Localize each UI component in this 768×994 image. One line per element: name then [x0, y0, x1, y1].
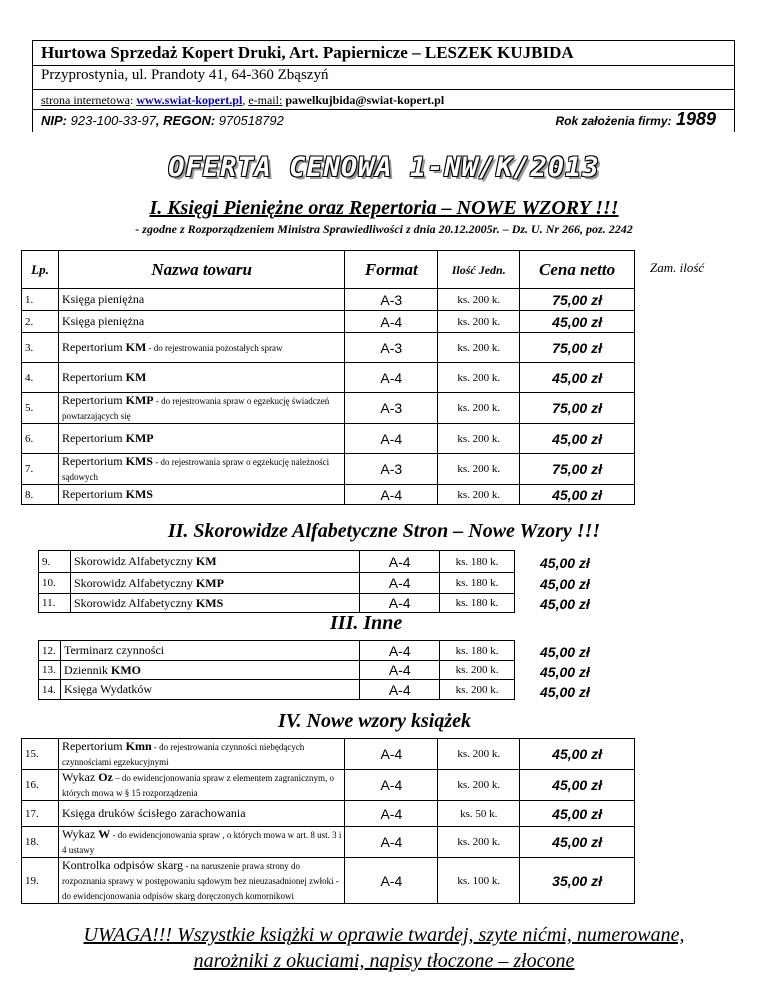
- divider: [33, 65, 734, 66]
- table-row: [22, 770, 635, 801]
- product-format: A-3: [345, 333, 438, 363]
- product-format: A-4: [345, 801, 438, 827]
- product-description: - do rejestrowania pozostałych spraw: [146, 343, 283, 353]
- product-name-text: Repertorium: [61, 393, 126, 407]
- products-table-3: [38, 640, 515, 700]
- product-qty: ks. 200 k.: [440, 680, 515, 700]
- product-name: [70, 594, 359, 613]
- product-name: [58, 454, 344, 485]
- product-name-text: Terminarz czynności: [63, 643, 165, 657]
- section4-title: IV. Nowe wzory książek: [278, 710, 471, 732]
- product-name-text: Księga Wydatków: [63, 682, 153, 696]
- product-name: [58, 363, 344, 393]
- product-name-text: Skorowidz Alfabetyczny: [73, 575, 196, 590]
- website-label: strona internetowa: [41, 93, 130, 107]
- product-name: [58, 770, 345, 801]
- row-number: 15.: [22, 739, 59, 770]
- product-format: A-4: [360, 680, 440, 700]
- product-qty: ks. 180 k.: [440, 594, 515, 613]
- product-name-text: Repertorium: [61, 454, 126, 468]
- product-qty: ks. 200 k.: [438, 393, 520, 424]
- product-format: A-4: [360, 573, 440, 594]
- row-number: 12.: [39, 641, 61, 661]
- table-row: [22, 363, 635, 393]
- row-number: 19.: [22, 858, 59, 904]
- product-qty: ks. 200 k.: [438, 363, 520, 393]
- company-header: [32, 40, 735, 132]
- founded: [555, 109, 716, 130]
- product-name-text: Wykaz: [61, 827, 99, 841]
- product-name: [60, 661, 359, 680]
- product-price: 45,00 zł: [540, 555, 590, 571]
- product-description: - do rejestrowania czynności niebędących czynnościami egzekucyjnymi: [61, 742, 305, 767]
- row-number: 16.: [22, 770, 59, 801]
- row-number: 7.: [22, 454, 59, 485]
- offer-title: OFERTA CENOWA 1-NW/K/2013: [168, 152, 600, 183]
- product-qty: ks. 200 k.: [438, 424, 520, 454]
- product-price: 45,00 zł: [540, 576, 590, 592]
- row-number: 2.: [22, 311, 59, 333]
- table-row: [22, 311, 635, 333]
- product-qty: ks. 180 k.: [440, 551, 515, 573]
- product-price: 45,00 zł: [520, 363, 635, 393]
- product-name: [58, 739, 345, 770]
- table-row: [22, 454, 635, 485]
- header-order-qty: Zam. ilość: [650, 260, 705, 275]
- product-code: KMP: [195, 575, 224, 590]
- product-format: A-4: [345, 739, 438, 770]
- product-name: [58, 485, 344, 505]
- row-number: 6.: [22, 424, 59, 454]
- product-qty: ks. 50 k.: [438, 801, 520, 827]
- product-code: W: [98, 827, 111, 841]
- table-row: [22, 827, 635, 858]
- product-name-text: Księga pieniężna: [61, 314, 145, 328]
- company-address: Przyprostynia, ul. Prandoty 41, 64-360 Zbąszyń: [41, 67, 329, 83]
- product-price: 75,00 zł: [520, 393, 635, 424]
- table-row: [39, 680, 515, 700]
- note-line-1: UWAGA!!! Wszystkie książki w oprawie twardej, szyte nićmi, numerowane,: [83, 924, 685, 946]
- product-name-text: Dziennik: [63, 662, 111, 677]
- product-name: [58, 393, 344, 424]
- product-code: KM: [195, 554, 217, 568]
- product-price: 45,00 zł: [520, 827, 635, 858]
- product-format: A-4: [345, 770, 438, 801]
- table-row: [22, 485, 635, 505]
- product-price: 75,00 zł: [520, 333, 635, 363]
- product-description: - do rejestrowania spraw o egzekucję należności sądowych: [61, 457, 330, 482]
- product-name-text: Repertorium: [61, 431, 126, 445]
- product-code: KMP: [125, 431, 154, 445]
- nip-label: NIP:: [41, 113, 67, 128]
- product-qty: ks. 200 k.: [438, 333, 520, 363]
- product-format: A-4: [345, 858, 438, 904]
- product-code: KMO: [110, 662, 141, 677]
- table-row: [22, 424, 635, 454]
- product-format: A-4: [360, 594, 440, 613]
- row-number: 13.: [39, 661, 61, 680]
- header-lp: Lp.: [22, 251, 59, 289]
- product-description: – do ewidencjonowania spraw z elementem zagranicznym, o których mowa w § 15 rozporządzenia: [61, 773, 335, 798]
- product-qty: ks. 200 k.: [438, 827, 520, 858]
- table-header: [22, 251, 635, 289]
- table-row: [39, 641, 515, 661]
- products-table-4: [21, 738, 635, 904]
- product-name: [58, 827, 345, 858]
- table-row: [39, 551, 515, 573]
- product-price: 35,00 zł: [520, 858, 635, 904]
- table-row: [22, 858, 635, 904]
- product-price: 45,00 zł: [520, 311, 635, 333]
- product-name: [58, 424, 344, 454]
- product-price: 45,00 zł: [520, 801, 635, 827]
- product-code: KMS: [195, 595, 224, 610]
- table-row: [22, 289, 635, 311]
- product-name: [58, 333, 344, 363]
- header-qty: Ilość Jedn.: [438, 251, 520, 289]
- divider: [33, 89, 734, 90]
- product-format: A-4: [360, 661, 440, 680]
- product-qty: ks. 200 k.: [438, 770, 520, 801]
- product-code: KM: [125, 340, 147, 354]
- section1-subtitle: - zgodne z Rozporządzeniem Ministra Sprawiedliwości z dnia 20.12.2005r. – Dz. U. Nr 266, poz. 2242: [135, 222, 633, 236]
- product-name-text: Wykaz: [61, 770, 99, 784]
- product-qty: ks. 100 k.: [438, 858, 520, 904]
- product-price: 45,00 zł: [520, 485, 635, 505]
- products-table-1: [21, 250, 635, 505]
- product-code: KMS: [125, 454, 153, 468]
- product-format: A-4: [345, 363, 438, 393]
- product-name: [58, 858, 345, 904]
- product-qty: ks. 200 k.: [438, 485, 520, 505]
- row-number: 10.: [39, 573, 71, 594]
- product-format: A-3: [345, 454, 438, 485]
- product-qty: ks. 200 k.: [438, 454, 520, 485]
- product-description: - na naruszenie prawa strony do rozpoznania sprawy w postępowaniu sądowym bez nieuzasadnionej zwłoki - do ewidencjonowania odpisów skarg doręczonych komornikowi: [61, 861, 339, 901]
- product-description: - do ewidencjonowania spraw , o których mowa w art. 8 ust. 3 i 4 ustawy: [61, 830, 342, 855]
- product-name: [60, 641, 359, 661]
- table-row: [39, 594, 515, 613]
- product-qty: ks. 200 k.: [438, 311, 520, 333]
- product-format: A-4: [345, 424, 438, 454]
- product-qty: ks. 200 k.: [438, 289, 520, 311]
- table-row: [39, 573, 515, 594]
- product-name: [58, 801, 345, 827]
- table-row: [22, 333, 635, 363]
- product-code: KMS: [125, 487, 153, 501]
- row-number: 1.: [22, 289, 59, 311]
- product-format: A-3: [345, 393, 438, 424]
- product-price: 45,00 zł: [520, 770, 635, 801]
- website-link[interactable]: www.swiat-kopert.pl: [136, 93, 243, 107]
- product-qty: ks. 180 k.: [440, 641, 515, 661]
- product-code: Oz: [98, 770, 113, 784]
- row-number: 17.: [22, 801, 59, 827]
- product-price: 45,00 zł: [540, 664, 590, 680]
- product-name: [70, 551, 359, 573]
- table-row: [22, 393, 635, 424]
- header-price: Cena netto: [520, 251, 635, 289]
- product-price: 75,00 zł: [520, 454, 635, 485]
- row-number: 18.: [22, 827, 59, 858]
- product-format: A-4: [360, 641, 440, 661]
- header-format: Format: [345, 251, 438, 289]
- row-number: 14.: [39, 680, 61, 700]
- note-line-2: narożniki z okuciami, napisy tłoczone – złocone: [193, 950, 575, 972]
- product-qty: ks. 200 k.: [438, 739, 520, 770]
- regon-value: 970518792: [218, 113, 284, 128]
- product-name: [58, 311, 344, 333]
- row-number: 9.: [39, 551, 71, 573]
- row-number: 4.: [22, 363, 59, 393]
- product-name: [58, 289, 344, 311]
- section2-title: II. Skorowidze Alfabetyczne Stron – Nowe Wzory !!!: [167, 520, 601, 542]
- product-name-text: Repertorium: [61, 487, 126, 501]
- section1-title: I. Księgi Pieniężne oraz Repertoria – NOWE WZORY !!!: [149, 197, 619, 219]
- product-format: A-4: [360, 551, 440, 573]
- products-table-2: [38, 550, 515, 613]
- table-row: [39, 661, 515, 680]
- table-row: [22, 801, 635, 827]
- row-number: 8.: [22, 485, 59, 505]
- email-label: e-mail:: [248, 93, 283, 107]
- tax-ids: NIP: 923-100-33-97, REGON: 970518792: [41, 113, 284, 128]
- row-number: 5.: [22, 393, 59, 424]
- company-name: Hurtowa Sprzedaż Kopert Druki, Art. Papiernicze – LESZEK KUJBIDA: [41, 43, 574, 62]
- product-code: Kmn: [125, 739, 152, 753]
- row-number: 3.: [22, 333, 59, 363]
- product-name-text: Repertorium: [61, 370, 126, 384]
- founded-year: 1989: [675, 109, 716, 129]
- product-name-text: Repertorium: [61, 739, 126, 753]
- nip-value: 923-100-33-97: [70, 113, 156, 128]
- product-code: KMP: [125, 393, 154, 407]
- section3-title: III. Inne: [330, 612, 403, 634]
- row-number: 11.: [39, 594, 71, 613]
- product-qty: ks. 180 k.: [440, 573, 515, 594]
- product-name-text: Księga druków ścisłego zarachowania: [61, 806, 246, 820]
- contact-line: strona internetowa: www.swiat-kopert.pl, e-mail: pawelkujbida@swiat-kopert.pl: [41, 93, 445, 107]
- product-format: A-3: [345, 289, 438, 311]
- product-name: [60, 680, 359, 700]
- product-name-text: Kontrolka odpisów skarg: [61, 858, 184, 872]
- product-price: 45,00 zł: [540, 684, 590, 700]
- email-address[interactable]: pawelkujbida@swiat-kopert.pl: [285, 93, 445, 107]
- header-name: Nazwa towaru: [58, 251, 344, 289]
- product-name-text: Repertorium: [61, 340, 126, 354]
- product-format: A-4: [345, 827, 438, 858]
- product-price: 75,00 zł: [520, 289, 635, 311]
- product-name-text: Skorowidz Alfabetyczny: [73, 554, 196, 568]
- product-price: 45,00 zł: [520, 424, 635, 454]
- product-code: KM: [125, 370, 147, 384]
- product-format: A-4: [345, 311, 438, 333]
- table-row: [22, 739, 635, 770]
- product-name: [70, 573, 359, 594]
- founded-label: Rok założenia firmy:: [555, 114, 672, 128]
- product-price: 45,00 zł: [540, 644, 590, 660]
- product-qty: ks. 200 k.: [440, 661, 515, 680]
- product-price: 45,00 zł: [520, 739, 635, 770]
- product-price: 45,00 zł: [540, 596, 590, 612]
- product-name-text: Księga pieniężna: [61, 292, 145, 306]
- regon-label: REGON:: [163, 113, 216, 128]
- product-name-text: Skorowidz Alfabetyczny: [73, 595, 196, 610]
- product-description: - do rejestrowania spraw o egzekucję świadczeń powtarzających się: [61, 396, 330, 421]
- product-format: A-4: [345, 485, 438, 505]
